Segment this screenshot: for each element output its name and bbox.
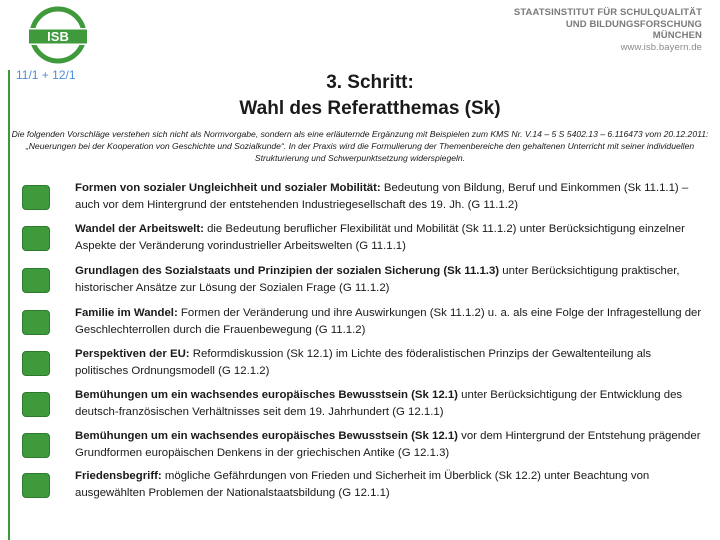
topic-description-4: Formen der Veränderung und ihre Auswirkungen (Sk 11.1.2) u. a. als eine Folge der Infragestellung der Geschlechterrollen durch die Frauenbewegung (G 11.1.2) (75, 307, 702, 336)
topic-description-8: mögliche Gefährdungen von Frieden und Sicherheit im Überblick (Sk 12.2) unter Beachtung von ausgewählten Problemen der Nationalstaatsbildung (G 12.1.1) (75, 470, 650, 499)
topic-text-1 (75, 180, 703, 213)
intro-text: Die folgenden Vorschläge verstehen sich nicht als Normvorgabe, sondern als eine erläuternde Ergänzung mit Beispielen zum KMS Nr. V.14 – 5 S 5402.13 – 6.116473 vom 20.12.2011: „Neuerungen bei der Kooperation von Geschichte und Sozialkunde“. In der Praxis wird die Formulierung der Themenbereiche den gehaltenen Unterricht mit seiner individuellen Strukturierung und Schwerpunktsetzung widerspiegeln. (11, 129, 709, 164)
topic-description-6: unter Berücksichtigung der Entwicklung des deutsch-französischen Verhältnisses seit dem 19. Jahrhundert (G 12.1.1) (75, 389, 683, 418)
topic-title-3: Grundlagen des Sozialstaats und Prinzipien der sozialen Sicherung (Sk 11.1.3) (75, 265, 500, 277)
institute-line-2: UND BILDUNGSFORSCHUNG (565, 18, 702, 30)
topic-checkbox-1[interactable] (22, 185, 50, 210)
topic-text-4 (75, 305, 703, 338)
topic-description-3: unter Berücksichtigung praktischer, historischer Ansätze zur Lösung der Sozialen Frage (G 11.1.2) (75, 265, 680, 294)
isb-logo (24, 6, 92, 64)
topic-description-5: Reformdiskussion (Sk 12.1) im Lichte des föderalistischen Prinzips der Gewaltenteilung als politisches Ordnungsmodell (G 12.1.2) (75, 348, 652, 377)
topic-title-1: Formen von sozialer Ungleichheit und sozialer Mobilität: (75, 182, 381, 194)
topic-text-5 (75, 346, 703, 379)
institute-line-3: MÜNCHEN (652, 30, 702, 41)
topic-checkbox-4[interactable] (22, 310, 50, 335)
topic-checkbox-5[interactable] (22, 351, 50, 376)
topic-item-2[interactable] (0, 221, 720, 261)
page-title (200, 70, 540, 122)
topic-item-3[interactable] (0, 263, 720, 303)
topic-text-3 (75, 263, 703, 296)
topic-checkbox-3[interactable] (22, 268, 50, 293)
topic-title-6: Bemühungen um ein wachsendes europäisches Bewusstsein (Sk 12.1) (75, 389, 458, 401)
topic-item-8[interactable] (0, 468, 720, 508)
topic-title-2: Wandel der Arbeitswelt: (75, 223, 204, 235)
topic-text-6 (75, 387, 703, 420)
topic-checkbox-6[interactable] (22, 392, 50, 417)
institute-line-1: STAATSINSTITUT FÜR SCHULQUALITÄT (513, 7, 702, 18)
topic-item-5[interactable] (0, 346, 720, 386)
topic-item-6[interactable] (0, 387, 720, 427)
topic-item-4[interactable] (0, 305, 720, 345)
topic-text-8 (75, 468, 703, 501)
institute-block (514, 7, 702, 53)
logo-text: ISB (47, 29, 69, 44)
institute-website[interactable]: www.isb.bayern.de (620, 41, 702, 53)
topic-item-1[interactable] (0, 180, 720, 220)
topic-title-8: Friedensbegriff: (75, 470, 162, 482)
title-step: 3. Schritt: (326, 72, 414, 93)
topic-description-1: Bedeutung von Bildung, Beruf und Einkommen (Sk 11.1.1) – auch vor dem Hintergrund der entstehenden Industriegesellschaft des 19. Jh. (G 11.1.2) (75, 182, 689, 211)
topic-checkbox-2[interactable] (22, 226, 50, 251)
topic-description-2: die Bedeutung beruflicher Flexibilität und Mobilität (Sk 11.1.2) unter Berücksichtigung einzelner Aspekte der Veränderung vorindustrieller Arbeitswelten (G 11.1.1) (75, 223, 685, 252)
topic-text-7 (75, 428, 703, 461)
topic-title-7: Bemühungen um ein wachsendes europäisches Bewusstsein (Sk 12.1) (75, 430, 458, 442)
topic-title-4: Familie im Wandel: (75, 307, 178, 319)
topic-title-5: Perspektiven der EU: (75, 348, 190, 360)
topic-text-2 (75, 221, 703, 254)
grade-label: 11/1 + 12/1 (16, 68, 76, 82)
topic-description-7: vor dem Hintergrund der Entstehung prägender Grundformen europäischen Denkens in der griechischen Antike (G 12.1.3) (75, 430, 701, 459)
topic-checkbox-7[interactable] (22, 433, 50, 458)
title-topic: Wahl des Referatthemas (Sk) (239, 98, 501, 119)
topic-item-7[interactable] (0, 428, 720, 468)
topic-checkbox-8[interactable] (22, 473, 50, 498)
